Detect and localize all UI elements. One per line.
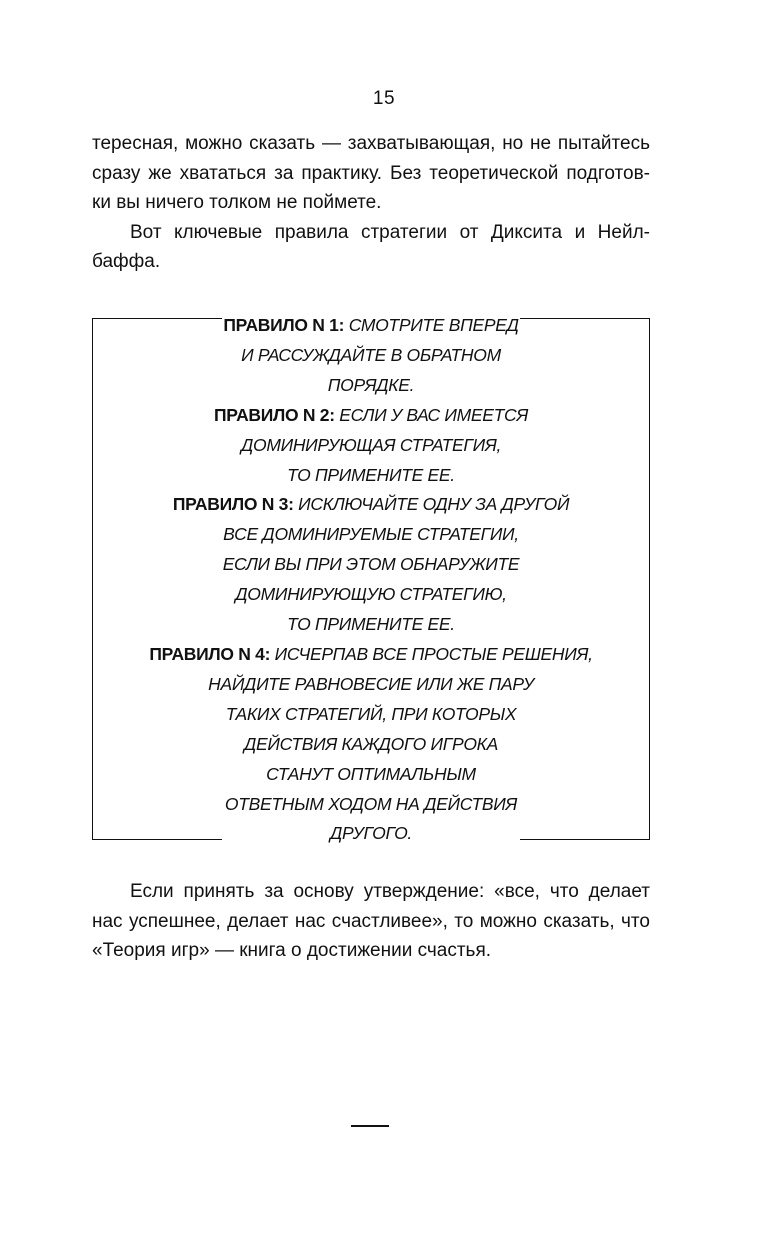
text-line: нас успешнее, делает нас счастливее», то можно сказать, что (92, 910, 650, 932)
rule-2-first-line (92, 401, 650, 431)
text-line: баффа. (92, 251, 161, 272)
rule-4-first-line (92, 640, 650, 670)
rule-2-label: ПРАВИЛО N 2: (213, 404, 335, 425)
text-line: Если принять за основу утверждение: «все, что делает (130, 881, 650, 902)
rule-4-line: СТАНУТ ОПТИМАЛЬНЫМ (266, 763, 476, 784)
rule-3-line: ТО ПРИМЕНИТЕ ЕЕ. (287, 614, 455, 635)
rule-1-line: И РАССУЖДАЙТЕ В ОБРАТНОМ (241, 344, 501, 365)
rule-1-line: ПОРЯДКЕ. (327, 374, 415, 395)
rule-4-line: ОТВЕТНЫМ ХОДОМ НА ДЕЙСТВИЯ (224, 793, 518, 814)
rule-3-line: ЕСЛИ ВЫ ПРИ ЭТОМ ОБНАРУЖИТЕ (222, 554, 520, 575)
intro-paragraph-2 (92, 218, 650, 277)
text-line: «Теория игр» — книга о достижении счастья. (92, 940, 492, 961)
rule-3-line: ВСЕ ДОМИНИРУЕМЫЕ СТРАТЕГИИ, (223, 524, 519, 545)
rule-4-label: ПРАВИЛО N 4: (149, 643, 271, 664)
rule-4-text: ИСЧЕРПАВ ВСЕ ПРОСТЫЕ РЕШЕНИЯ, (270, 643, 593, 664)
rule-2-line: ТО ПРИМЕНИТЕ ЕЕ. (287, 464, 455, 485)
text-line: сразу же хвататься за практику. Без теоретической подготов- (92, 162, 650, 184)
rules-list (92, 311, 650, 849)
rule-4-line: ДРУГОГО. (330, 823, 412, 844)
text-line: ки вы ничего толком не поймете. (92, 192, 382, 213)
page-number: 15 (372, 88, 396, 109)
rule-3-label: ПРАВИЛО N 3: (172, 494, 294, 515)
text-line: тересная, можно сказать — захватывающая, но не пытайтесь (92, 133, 650, 154)
text-line: Вот ключевые правила стратегии от Диксита и Нейл- (130, 221, 650, 243)
rule-1-label: ПРАВИЛО N 1: (223, 315, 345, 335)
rule-4-line: ТАКИХ СТРАТЕГИЙ, ПРИ КОТОРЫХ (225, 703, 517, 724)
rule-3-first-line (92, 490, 650, 520)
outro-text (92, 877, 650, 966)
footer-rule (351, 1125, 389, 1127)
rule-2-line: ДОМИНИРУЮЩАЯ СТРАТЕГИЯ, (240, 434, 502, 455)
rule-3-line: ДОМИНИРУЮЩУЮ СТРАТЕГИЮ, (235, 584, 507, 605)
intro-paragraph-1 (92, 129, 650, 218)
rule-4-line: ДЕЙСТВИЯ КАЖДОГО ИГРОКА (243, 733, 499, 754)
outro-paragraph (92, 877, 650, 966)
rule-1-first-line (92, 311, 650, 341)
rule-4-line: НАЙДИТЕ РАВНОВЕСИЕ ИЛИ ЖЕ ПАРУ (208, 673, 534, 694)
rule-2-text: ЕСЛИ У ВАС ИМЕЕТСЯ (334, 404, 529, 425)
rule-1-text: СМОТРИТЕ ВПЕРЕД (344, 315, 519, 335)
intro-text (92, 129, 650, 277)
rule-3-text: ИСКЛЮЧАЙТЕ ОДНУ ЗА ДРУГОЙ (293, 494, 570, 515)
